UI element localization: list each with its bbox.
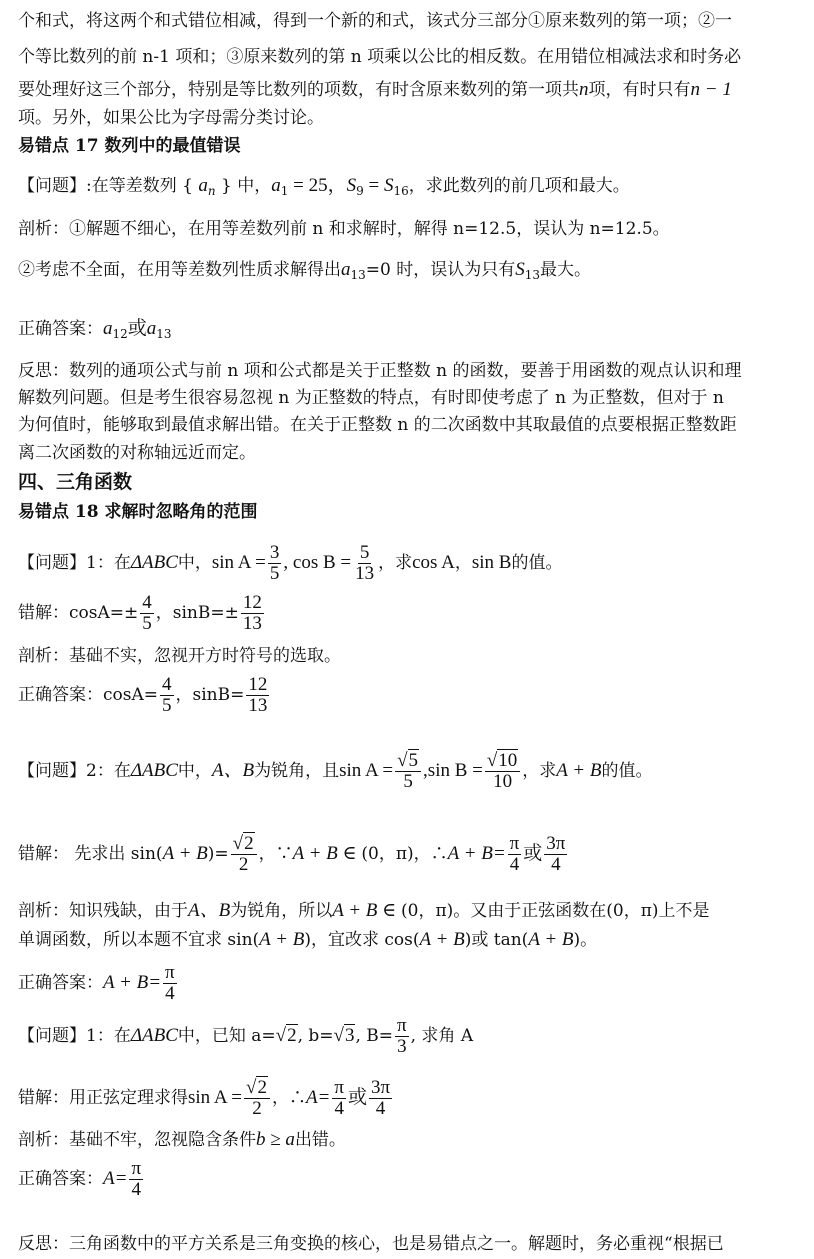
text-fragment: =0 时，误认为只有 [365,260,516,280]
numerator [231,834,257,855]
sqrt: √2 [232,833,254,854]
math-sub: 13 [156,327,172,341]
text-fragment: )= [207,844,229,864]
math-b-ge-a: b ≥ a [256,1129,295,1150]
text-line: 项。另外，如果公比为字母需分类讨论。 [18,108,324,128]
text-fragment: 要处理好这三个部分，特别是等比数列的项数，有时含原来数列的第一项共 [18,80,579,100]
math-sub: 12 [112,327,128,341]
text-fragment: 【问题】1：在 [18,1026,131,1046]
numerator [395,751,421,772]
text-fragment: 单调函数，所以本题不宜求 sin( [18,930,260,950]
text-fragment: 项，有时只有 [588,80,691,100]
math-n: n [579,79,589,100]
denominator: 4 [509,854,520,875]
math-ApB: A + B [419,929,465,950]
text-fragment: , 求角 A [410,1026,474,1046]
numerator: 12 [242,592,262,613]
section-heading: 四、三角函数 [18,471,133,493]
text-fragment: (0，π)，∴ [361,844,448,864]
text-fragment: 中，已知 a= [177,1026,276,1046]
reflection-line: 为何值时，能够取到最值求解出错。在关于正整数 n 的二次函数中其取最值的点要根据正整数距 [18,415,737,435]
answer-3 [18,1156,145,1202]
text-fragment: 【问题】2：在 [18,761,131,781]
math-a13: a [146,318,157,339]
text-fragment: 正确答案： [18,319,103,339]
fraction [353,543,376,584]
fraction [241,593,264,634]
math-AB: A、B [211,760,255,781]
text-fragment: 的值。 [601,761,653,781]
math-sinA: sin A = [188,1087,243,1108]
numerator [485,751,520,772]
math-triangle: ΔABC [130,760,178,781]
heading-17: 易错点 17 数列中的最值错误 [18,136,241,156]
text-fragment: 中， [177,553,212,573]
text-fragment: 正确答案：cosA= [18,685,159,705]
radicand: 2 [287,1025,297,1046]
math-ApB: A + B [556,760,602,781]
wrong-solution-1 [18,590,266,636]
math-cosA: cos A [412,552,455,573]
math-sub: 13 [350,268,366,282]
math-sub: 13 [524,268,541,282]
text-fragment: 中， [177,761,212,781]
text-fragment: 错解：cosA=± [18,603,139,623]
fraction [244,1078,270,1119]
fraction [163,963,177,1004]
math-in: ∈ [337,843,362,864]
numerator: 4 [142,592,152,613]
math-S16: S [383,175,394,196]
math-ApB: A + B= [103,972,162,993]
denominator: 4 [131,1179,141,1200]
denominator: 2 [252,1098,262,1119]
fraction [129,1159,143,1200]
math-a13: a [341,259,351,280]
radicand: 2 [257,1077,267,1098]
text-line: 个等比数列的前 n-1 项和；③原来数列的第 n 项乘以公比的相反数。在用错位相减法求和时务必 [18,47,742,67]
numerator: 3 [269,542,280,563]
analysis-2-cont [18,928,597,952]
analysis-1: 剖析：基础不实，忽视开方时符号的选取。 [18,646,341,666]
math-sub: n [207,184,216,198]
text-fragment: 剖析：知识残缺，由于 [18,901,188,921]
math-a: a [198,175,208,196]
text-fragment: ，求此数列的前几项和最大。 [408,176,630,196]
numerator: π [131,1158,142,1179]
math-cosB: , cos B = [283,552,352,573]
denominator: 4 [551,854,561,875]
denominator: 5 [403,771,413,792]
math-sub: 1 [280,184,289,198]
denominator: 4 [334,1098,344,1119]
math-triangle: ΔABC [130,552,178,573]
numerator: π [165,962,175,983]
numerator: 5 [359,542,370,563]
text-fragment: 或 [523,842,543,864]
math-ApB: A + B [332,900,378,921]
analysis-3 [18,1128,346,1152]
answer-2 [18,960,179,1006]
sqrt: √2 [246,1077,267,1098]
text-fragment: } 中， [221,176,272,196]
text-fragment: 最大。 [540,260,592,280]
denominator: 13 [355,563,375,584]
fraction [544,834,567,875]
wrong-solution-3 [18,1072,394,1123]
math-ApB: A + B [259,929,305,950]
math-ApB: A + B= [447,843,506,864]
text-fragment: 或 [127,317,147,339]
text-fragment: ，sinB=± [155,603,239,623]
math-a12: a [103,318,113,339]
text-fragment: 正确答案： [18,973,103,993]
text-fragment: ， [454,553,472,573]
text-fragment: ，∵ [258,844,293,864]
numerator: π [334,1077,344,1098]
denominator: 3 [397,1036,407,1057]
sqrt: √10 [486,750,518,771]
math-sinA: sin A = [339,760,394,781]
math-val: = 25， [288,175,347,196]
math-sub: 9 [356,184,364,198]
heading-18: 易错点 18 求解时忽略角的范围 [18,502,258,522]
answer-1 [18,672,271,718]
fraction [268,543,282,584]
text-fragment: 【问题】:在等差数列 { [18,176,193,196]
answer-17 [18,316,172,346]
reflection-last: 反思：三角函数中的平方关系是三角变换的核心，也是易错点之一。解题时，务必重视“根据已 [18,1234,724,1254]
math-eq: = [363,175,384,196]
math-triangle: ΔABC [130,1025,178,1046]
math-ApB: A + B [292,843,338,864]
math-sinA: sin A = [211,552,266,573]
analysis-17-2 [18,258,591,287]
sqrt: √5 [397,750,419,771]
text-line [18,78,732,102]
math-sub: 16 [393,184,409,198]
text-fragment: 错解： 先求出 sin( [18,844,163,864]
fraction [395,751,421,792]
radicand: 3 [344,1025,355,1046]
sqrt: √2 [275,1025,297,1046]
denominator: 13 [248,695,268,716]
math-in: ∈ [377,900,401,921]
numerator: 4 [162,674,172,695]
denominator: 4 [375,1098,386,1119]
denominator: 2 [238,854,249,875]
math-ApB: A + B [162,843,208,864]
sqrt: √3 [333,1025,355,1046]
math-ApB: A + B [528,929,574,950]
text-fragment: 错解：用正弦定理求得 [18,1088,188,1108]
text-fragment: ，求 [378,553,413,573]
text-fragment: ，sinB= [175,685,245,705]
text-fragment: 或 [347,1086,367,1108]
text-fragment: (0，π)。又由于正弦函数在(0，π)上不是 [401,901,710,921]
fraction [231,834,257,875]
text-fragment: 为锐角，所以 [230,901,333,921]
text-fragment: 正确答案： [18,1169,103,1189]
denominator: 4 [165,983,175,1004]
math-n-minus-1: n − 1 [690,79,732,100]
fraction [485,751,520,792]
fraction [140,593,154,634]
reflection-line: 反思：数列的通项公式与前 n 项和公式都是关于正整数 n 的函数，要善于用函数的观点认识和理 [18,361,742,381]
reflection-line: 离二次函数的对称轴远近而定。 [18,443,256,463]
numerator: π [397,1015,407,1036]
wrong-solution-2 [18,828,569,879]
text-fragment: )或 tan( [464,930,529,950]
reflection-line: 解数列问题。但是考生很容易忽视 n 为正整数的特点，有时即使考虑了 n 为正整数，但对于 n [18,388,724,408]
text-fragment: , b= [297,1026,334,1046]
text-fragment: ，∴ [271,1088,306,1108]
math-sinB: sin B [471,552,512,573]
math-A: A= [305,1087,331,1108]
radicand: 10 [498,750,518,771]
question-1 [18,540,562,586]
fraction [369,1078,392,1119]
denominator: 5 [142,613,152,634]
fraction [160,675,174,716]
fraction [508,834,522,875]
analysis-17-1: 剖析：①解题不细心，在用等差数列前 n 和求解时，解得 n=12.5，误认为 n=12.5。 [18,219,670,239]
text-fragment: 【问题】1：在 [18,553,131,573]
radicand: 2 [244,833,254,854]
text-fragment: , B= [355,1026,394,1046]
math-S13: S [515,259,525,280]
math-sinB: ,sin B = [423,760,483,781]
numerator: 3π [546,833,566,854]
text-fragment: 剖析：基础不牢，忽视隐含条件 [18,1130,256,1150]
analysis-2 [18,899,710,923]
text-fragment: ，求 [522,761,557,781]
text-fragment: )，宜改求 cos( [304,930,420,950]
math-A: A= [103,1168,128,1189]
math-AB: A、B [188,900,231,921]
text-fragment: 出错。 [294,1130,346,1150]
question-3 [18,1013,473,1059]
numerator: 3π [371,1077,391,1098]
text-line: 个和式，将这两个和式错位相减，得到一个新的和式，该式分三部分①原来数列的第一项；②一 [18,11,732,31]
question-17 [18,174,630,203]
math-S9: S [346,175,357,196]
text-fragment: 为锐角，且 [254,761,340,781]
numerator: 12 [248,674,268,695]
numerator: π [509,833,520,854]
text-fragment: ②考虑不全面，在用等差数列性质求解得出 [18,260,341,280]
denominator: 10 [493,771,513,792]
fraction [332,1078,346,1119]
denominator: 13 [242,613,262,634]
fraction [395,1016,409,1057]
text-fragment: 的值。 [511,553,563,573]
denominator: 5 [269,563,280,584]
numerator [244,1078,270,1099]
denominator: 5 [162,695,172,716]
question-2 [18,746,653,796]
fraction [246,675,269,716]
radicand: 5 [408,750,419,771]
math-a1: a [271,175,281,196]
text-fragment: )。 [573,930,598,950]
